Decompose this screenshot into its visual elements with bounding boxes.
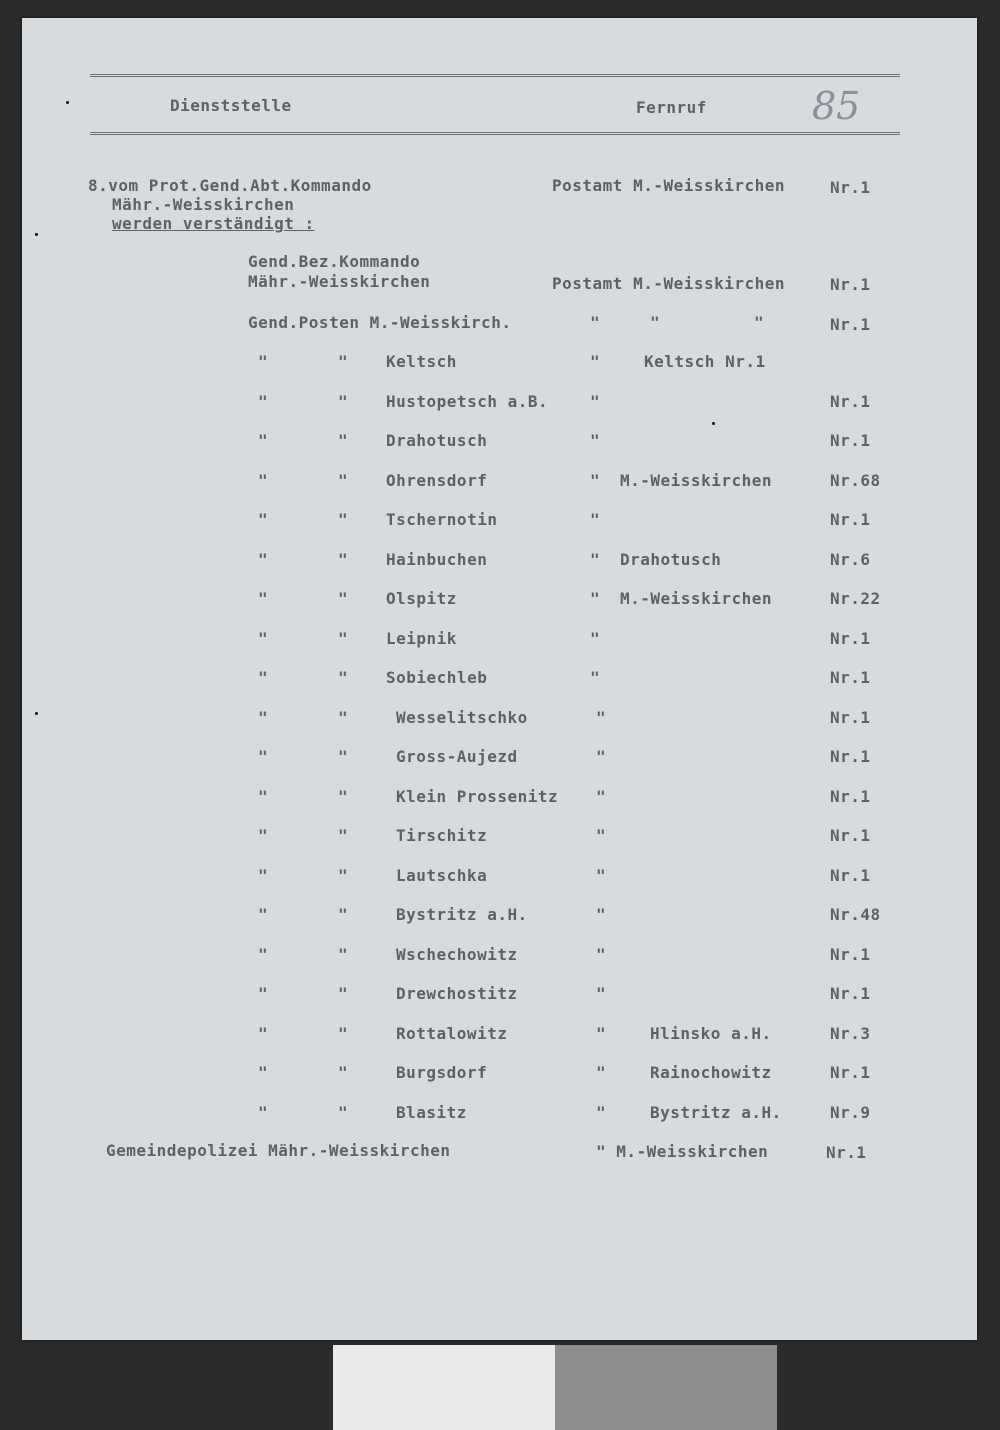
row-ditto-2: " [338, 945, 349, 964]
row-nr: Nr.1 [830, 1063, 871, 1082]
margin-mark [66, 101, 69, 104]
row-ditto-3: " [596, 747, 607, 766]
row-nr: Nr.1 [830, 708, 871, 727]
intro-nr: Nr.1 [830, 178, 871, 197]
row-ditto-1: " [258, 550, 269, 569]
row-ditto-1: " [258, 1024, 269, 1043]
row-ditto-1: " [258, 866, 269, 885]
row-ditto-3: " [590, 431, 601, 450]
row-place: Bystritz a.H. [396, 905, 528, 924]
row-ditto-1: " [258, 826, 269, 845]
row-ditto-1: " [258, 510, 269, 529]
margin-mark [712, 422, 715, 425]
row-ditto-1: " [258, 471, 269, 490]
row-ditto-1: " [258, 352, 269, 371]
intro-line-2: Mähr.-Weisskirchen [112, 195, 295, 214]
row-ditto-3: " [596, 984, 607, 1003]
margin-mark [35, 233, 38, 236]
row-nr: Nr.1 [830, 668, 871, 687]
row-nr: Nr.48 [830, 905, 881, 924]
row-ditto-2: " [338, 352, 349, 371]
row-ditto-3: " [590, 668, 601, 687]
row-place: Lautschka [396, 866, 488, 885]
row-nr: Nr.3 [830, 1024, 871, 1043]
row-ditto-2: " [338, 392, 349, 411]
row-place: Keltsch [386, 352, 457, 371]
row-ditto-2: " [338, 984, 349, 1003]
row-ditto-3: " [596, 1024, 607, 1043]
row-place: Wschechowitz [396, 945, 518, 964]
row-nr: Nr.68 [830, 471, 881, 490]
posten-head-ditto-1: " [590, 313, 601, 332]
row-place: Sobiechleb [386, 668, 488, 687]
footer-name: Gemeindepolizei Mähr.-Weisskirchen [106, 1141, 451, 1160]
bez-line-1: Gend.Bez.Kommando [248, 252, 421, 271]
row-nr: Nr.9 [830, 1103, 871, 1122]
row-ditto-3: " [596, 826, 607, 845]
row-ditto-1: " [258, 945, 269, 964]
row-ditto-2: " [338, 747, 349, 766]
row-ditto-1: " [258, 708, 269, 727]
row-ditto-2: " [338, 589, 349, 608]
row-phone: M.-Weisskirchen [620, 471, 772, 490]
handwritten-page-number: 85 [812, 84, 861, 128]
row-place: Blasitz [396, 1103, 467, 1122]
row-ditto-1: " [258, 668, 269, 687]
row-place: Leipnik [386, 629, 457, 648]
row-place: Ohrensdorf [386, 471, 488, 490]
margin-mark [35, 712, 38, 715]
top-rule [90, 74, 900, 77]
row-phone: Drahotusch [620, 550, 722, 569]
row-place: Drahotusch [386, 431, 488, 450]
posten-head-ditto-2: " [650, 313, 661, 332]
intro-line-3: werden verständigt : [112, 214, 315, 233]
row-nr: Nr.1 [830, 747, 871, 766]
row-place: Tirschitz [396, 826, 488, 845]
row-ditto-3: " [590, 352, 601, 371]
row-ditto-1: " [258, 905, 269, 924]
row-place: Drewchostitz [396, 984, 518, 1003]
row-ditto-3: " [596, 1063, 607, 1082]
row-ditto-2: " [338, 510, 349, 529]
row-place: Rottalowitz [396, 1024, 508, 1043]
footer-nr: Nr.1 [826, 1143, 867, 1162]
row-place: Wesselitschko [396, 708, 528, 727]
header-rule [90, 132, 900, 135]
row-ditto-1: " [258, 747, 269, 766]
row-place: Hustopetsch a.B. [386, 392, 549, 411]
row-ditto-3: " [590, 629, 601, 648]
row-ditto-2: " [338, 866, 349, 885]
row-ditto-3: " [596, 708, 607, 727]
row-nr: Nr.1 [830, 392, 871, 411]
row-ditto-2: " [338, 629, 349, 648]
row-ditto-3: " [596, 787, 607, 806]
row-ditto-2: " [338, 1103, 349, 1122]
row-ditto-3: " [590, 510, 601, 529]
row-ditto-1: " [258, 392, 269, 411]
row-nr: Nr.1 [830, 866, 871, 885]
row-ditto-2: " [338, 1024, 349, 1043]
row-ditto-1: " [258, 1103, 269, 1122]
row-phone: Keltsch Nr.1 [644, 352, 766, 371]
row-phone: Hlinsko a.H. [650, 1024, 772, 1043]
bez-phone: Postamt M.-Weisskirchen [552, 274, 786, 293]
row-phone: Rainochowitz [650, 1063, 772, 1082]
row-ditto-3: " [590, 589, 601, 608]
footer-phone: " M.-Weisskirchen [596, 1142, 769, 1161]
row-phone: Bystritz a.H. [650, 1103, 782, 1122]
row-nr: Nr.6 [830, 550, 871, 569]
row-ditto-2: " [338, 905, 349, 924]
row-ditto-2: " [338, 431, 349, 450]
intro-line-1: 8.vom Prot.Gend.Abt.Kommando [88, 176, 372, 195]
row-ditto-1: " [258, 629, 269, 648]
row-ditto-3: " [596, 866, 607, 885]
row-nr: Nr.1 [830, 629, 871, 648]
row-ditto-3: " [590, 392, 601, 411]
calibration-card-white [333, 1345, 555, 1430]
row-nr: Nr.1 [830, 984, 871, 1003]
row-ditto-1: " [258, 1063, 269, 1082]
row-ditto-3: " [596, 945, 607, 964]
row-ditto-3: " [596, 905, 607, 924]
row-ditto-1: " [258, 787, 269, 806]
row-nr: Nr.1 [830, 945, 871, 964]
header-fernruf: Fernruf [636, 98, 707, 117]
row-place: Olspitz [386, 589, 457, 608]
row-nr: Nr.1 [830, 510, 871, 529]
row-place: Gross-Aujezd [396, 747, 518, 766]
row-ditto-1: " [258, 431, 269, 450]
row-place: Hainbuchen [386, 550, 488, 569]
posten-head-name: Gend.Posten M.-Weisskirch. [248, 313, 512, 332]
posten-head-nr: Nr.1 [830, 315, 871, 334]
row-ditto-1: " [258, 589, 269, 608]
row-ditto-2: " [338, 1063, 349, 1082]
header-dienststelle: Dienststelle [170, 96, 292, 115]
intro-phone: Postamt M.-Weisskirchen [552, 176, 786, 195]
row-ditto-3: " [590, 550, 601, 569]
row-ditto-2: " [338, 550, 349, 569]
row-ditto-3: " [590, 471, 601, 490]
row-ditto-2: " [338, 708, 349, 727]
row-ditto-1: " [258, 984, 269, 1003]
row-place: Tschernotin [386, 510, 498, 529]
row-ditto-2: " [338, 826, 349, 845]
row-nr: Nr.22 [830, 589, 881, 608]
row-phone: M.-Weisskirchen [620, 589, 772, 608]
row-ditto-3: " [596, 1103, 607, 1122]
posten-head-ditto-3: " [754, 313, 765, 332]
row-place: Burgsdorf [396, 1063, 488, 1082]
calibration-card-grey [555, 1345, 777, 1430]
bez-nr: Nr.1 [830, 275, 871, 294]
row-ditto-2: " [338, 668, 349, 687]
row-nr: Nr.1 [830, 431, 871, 450]
row-nr: Nr.1 [830, 826, 871, 845]
row-ditto-2: " [338, 471, 349, 490]
bez-line-2: Mähr.-Weisskirchen [248, 272, 431, 291]
row-place: Klein Prossenitz [396, 787, 559, 806]
row-ditto-2: " [338, 787, 349, 806]
row-nr: Nr.1 [830, 787, 871, 806]
